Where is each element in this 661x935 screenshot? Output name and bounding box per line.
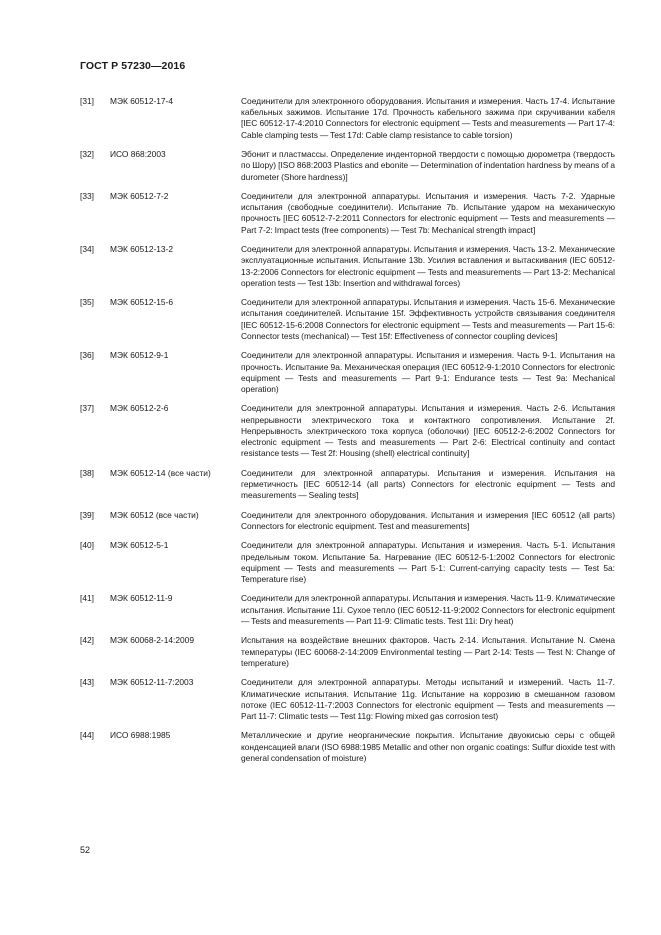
reference-entry xyxy=(80,149,615,183)
reference-entry xyxy=(80,730,615,764)
reference-title: Соединители для электронной аппаратуры. Испытания и измерения. Часть 9-1. Испытания на прочность. Испытание 9a. Механическая операция (IEC 60512-9-1:2010 Connectors for electronic equipment — Tests and measurements — Part 9-1: Endurance tests — Test 9a: Mechanical operation) xyxy=(241,350,615,394)
reference-title: Соединители для электронной аппаратуры. Испытания и измерения. Испытания на герметичность [IEC 60512-14 (all parts) Connectors for electronic equipment — Tests and measurements — Sealing tests] xyxy=(241,467,615,501)
reference-title: Соединители для электронного оборудования. Испытания и измерения. Часть 17-4. Испытание кабельных зажимов. Испытание 17d. Прочность кабельного зажима при скручивании кабеля [IEC 60512-17-4:2010 Connectors for electronic equipment — Tests and measurements — Part 17-4: Cable clamping tests — Test 17d: Cable clamp resistance to cable torsion) xyxy=(241,96,615,140)
reference-entry xyxy=(80,96,615,141)
reference-entry xyxy=(80,191,615,236)
reference-standard-code: ИСО 6988:1985 xyxy=(110,730,171,741)
reference-entry xyxy=(80,540,615,585)
reference-standard-code: МЭК 60512-15-6 xyxy=(110,297,174,308)
reference-title: Соединители для электронной аппаратуры. Испытания и измерения. Часть 11-9. Климатические испытания. Испытание 11i. Сухое тепло (IEC 60512-11-9:2002 Connectors for electronic equipment — Tests and measurements — Part 11-9: Climatic tests. Test 11i: Dry heat) xyxy=(241,593,615,626)
reference-number: [34] xyxy=(80,244,94,255)
reference-number: [35] xyxy=(80,297,94,308)
reference-title: Эбонит и пластмассы. Определение инденторной твердости с помощью дюрометра (твердость по Шору) [ISO 868:2003 Plastics and ebonite — Determination of indentation hardness by means of a durometer (Shore hardness)] xyxy=(241,149,615,182)
reference-number: [42] xyxy=(80,635,94,646)
reference-entry xyxy=(80,403,615,459)
reference-number: [36] xyxy=(80,350,94,361)
reference-standard-code: МЭК 60512-2-6 xyxy=(110,403,169,414)
reference-entry xyxy=(80,468,615,502)
reference-title: Соединители для электронной аппаратуры. Испытания и измерения. Часть 7-2. Ударные испытания (свободные соединители). Испытание 7b. Испытание ударом на механическую прочность [IEC 60512-7-2:2011 Connectors for electronic equipment — Tests and measurements — Part 7-2: Impact tests (free components) — Test 7b: Mechanical strength impact] xyxy=(241,191,615,235)
reference-number: [31] xyxy=(80,96,94,106)
reference-entry xyxy=(80,297,615,342)
reference-number: [40] xyxy=(80,540,94,551)
reference-title: Соединители для электронной аппаратуры. Методы испытаний и измерений. Часть 11-7. Климатические испытания. Испытание 11g. Испытание на коррозию в смешанном газовом потоке (IEC 60512-11-7:2003 Connectors for electronic equipment — Tests and measurements — Part 11-7: Climatic tests — Test 11g: Flowing mixed gas corrosion test) xyxy=(241,677,615,721)
reference-title: Испытания на воздействие внешних факторов. Часть 2-14. Испытания. Испытание N. Смена температуры (IEC 60068-2-14:2009 Environmental testing — Part 2-14: Tests — Test N: Change of temperature) xyxy=(241,635,615,668)
reference-entry xyxy=(80,244,615,289)
reference-entry xyxy=(80,350,615,395)
reference-title: Соединители для электронного оборудования. Испытания и измерения [IEC 60512 (all parts) Connectors for electronic equipment. Test and measurements] xyxy=(241,509,615,531)
reference-standard-code: МЭК 60068-2-14:2009 xyxy=(110,635,194,646)
reference-standard-code: МЭК 60512-14 (все части) xyxy=(110,467,211,478)
reference-number: [32] xyxy=(80,149,94,160)
reference-title: Соединители для электронной аппаратуры. Испытания и измерения. Часть 5-1. Испытания предельным током. Испытание 5a. Нагревание (IEC 60512-5-1:2002 Connectors for electronic equipment — Tests and measurements — Part 5-1: Current-carrying capacity tests — Test 5a: Temperature rise) xyxy=(241,540,615,584)
reference-number: [37] xyxy=(80,403,94,414)
reference-standard-code: МЭК 60512-11-9 xyxy=(110,593,173,604)
reference-number: [39] xyxy=(80,509,94,520)
reference-entry xyxy=(80,677,615,722)
reference-number: [38] xyxy=(80,467,94,478)
reference-standard-code: МЭК 60512-17-4 xyxy=(110,96,174,106)
reference-standard-code: МЭК 60512-11-7:2003 xyxy=(110,677,194,688)
page-number: 52 xyxy=(80,845,91,855)
reference-entry xyxy=(80,593,615,627)
reference-title: Соединители для электронной аппаратуры. Испытания и измерения. Часть 15-6. Механические испытания соединителей. Испытание 15f. Эффективность устройств связывания соединителя [IEC 60512-15-6:2008 Connectors for electronic equipment — Tests and measurements — Part 15-6: Connector tests (mechanical) — Test 15f: Effectiveness of connector coupling devices] xyxy=(241,297,615,341)
reference-title: Соединители для электронной аппаратуры. Испытания и измерения. Часть 2-6. Испытания непрерывности электрического тока и контактного сопротивления. Испытание 2f. Непрерывность электрического тока корпуса (оболочки) [IEC 60512-2-6:2002 Connectors for electronic equipment — Tests and measurements — Part 2-6: Electrical continuity and contact resistance tests — Test 2f: Housing (shell) electrical continuity] xyxy=(241,403,615,459)
reference-entry xyxy=(80,510,615,532)
reference-number: [44] xyxy=(80,730,94,741)
reference-standard-code: МЭК 60512-13-2 xyxy=(110,244,174,255)
reference-standard-code: МЭК 60512-7-2 xyxy=(110,191,169,202)
reference-number: [41] xyxy=(80,593,94,604)
reference-standard-code: ИСО 868:2003 xyxy=(110,149,166,160)
reference-title: Металлические и другие неорганические покрытия. Испытание двуокисью серы с общей конденсацией влаги (ISO 6988:1985 Metallic and other non organic coatings: Sulfur dioxide test with general condensation of moisture) xyxy=(241,730,615,763)
reference-standard-code: МЭК 60512-9-1 xyxy=(110,350,169,361)
reference-standard-code: МЭК 60512 (все части) xyxy=(110,509,199,520)
reference-title: Соединители для электронной аппаратуры. Испытания и измерения. Часть 13-2. Механические эксплуатационные испытания. Испытание 13b. Усилия вставления и вытаскивания (IEC 60512-13-2:2006 Connectors for electronic equipment — Tests and measurements — Part 13-2: Mechanical operation tests — Test 13b: Insertion and withdrawal forces) xyxy=(241,244,615,288)
reference-standard-code: МЭК 60512-5-1 xyxy=(110,540,169,551)
reference-list xyxy=(80,96,615,772)
reference-number: [43] xyxy=(80,677,94,688)
reference-number: [33] xyxy=(80,191,94,202)
document-header: ГОСТ Р 57230—2016 xyxy=(80,60,186,72)
reference-entry xyxy=(80,635,615,669)
